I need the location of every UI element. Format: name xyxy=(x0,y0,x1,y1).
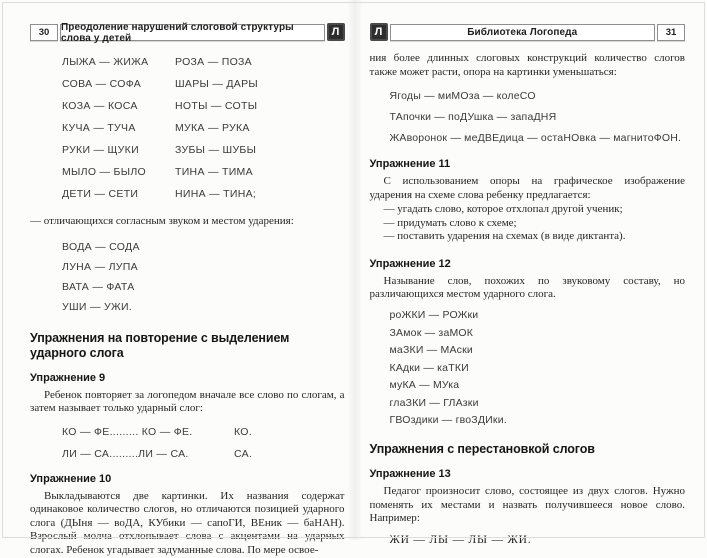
exercise-11-task-list xyxy=(384,203,686,244)
stress-pair: УШИ — УЖИ. xyxy=(62,301,345,313)
intro-continuation: ния более длинных слоговых конструкций количество слогов также может расти, опора на картинки уменьшаться: xyxy=(370,52,686,79)
contrast-pair: роЖКИ — РОЖки xyxy=(390,309,686,321)
exercise-13-body: Педагог произносит слово, состоящее из двух слогов. Нужно поменять их местами и назвать получившееся новое слово. Например: xyxy=(370,485,686,526)
stress-pairs-list xyxy=(62,241,345,313)
word-pair: РУКИ — ЩУКИ xyxy=(62,144,175,156)
stress-contrast-pairs-list xyxy=(390,309,686,426)
contrast-pair: глаЗКИ — ГЛАзки xyxy=(390,397,686,409)
word-pair: ДЕТИ — СЕТИ xyxy=(62,188,175,200)
drill-right: СА. xyxy=(234,448,252,460)
section-heading: Упражнения на повторение с выделением ударного слога xyxy=(30,331,345,361)
section-heading: Упражнения с перестановкой слогов xyxy=(370,442,686,457)
syllable-drill-line xyxy=(62,426,345,438)
exercise-9-title: Упражнение 9 xyxy=(30,372,345,385)
running-header-left xyxy=(30,24,345,41)
publisher-logo-icon: Л xyxy=(327,23,345,41)
syllable-drill-line xyxy=(62,448,345,460)
page-left xyxy=(0,0,354,540)
word-pair: ШАРЫ — ДАРЫ xyxy=(175,78,345,90)
exercise-12-title: Упражнение 12 xyxy=(370,258,686,271)
page-number: 30 xyxy=(30,24,58,41)
syllable-chains-list xyxy=(390,90,686,144)
contrast-pair: маЗКИ — МАски xyxy=(390,344,686,356)
exercise-13-title: Упражнение 13 xyxy=(370,468,686,481)
word-pair: ЛЫЖА — ЖИЖА xyxy=(62,56,175,68)
drill-left: КО — ФЕ......... КО — ФЕ. xyxy=(62,426,234,438)
word-pair: ЗУБЫ — ШУБЫ xyxy=(175,144,345,156)
word-pair: НИНА — ТИНА; xyxy=(175,188,345,200)
exercise-11-title: Упражнение 11 xyxy=(370,158,686,171)
running-header-right xyxy=(370,24,686,41)
contrast-pair: ЗАмок — заМОК xyxy=(390,327,686,339)
word-pair: КОЗА — КОСА xyxy=(62,100,175,112)
word-pair: МЫЛО — БЫЛО xyxy=(62,166,175,178)
page-right xyxy=(354,0,707,540)
stress-pair: ВОДА — СОДА xyxy=(62,241,345,253)
stress-pair: ЛУНА — ЛУПА xyxy=(62,261,345,273)
syllable-chain: ЖАворонок — меДВЕдица — остаНОвка — магнитоФОН. xyxy=(390,132,686,144)
syllable-chain: ТАпочки — поДУшка — запаДНЯ xyxy=(390,111,686,123)
word-pair: СОВА — СОФА xyxy=(62,78,175,90)
word-pair: МУКА — РУКА xyxy=(175,122,345,134)
exercise-12-body: Называние слов, похожих по звуковому составу, но различающихся местом ударного слога. xyxy=(370,275,686,302)
page-number: 31 xyxy=(657,24,685,41)
exercise-10-title: Упражнение 10 xyxy=(30,473,345,486)
word-pair: НОТЫ — СОТЫ xyxy=(175,100,345,112)
task-item: — поставить ударения на схемах (в виде диктанта). xyxy=(384,230,686,244)
exercise-10-body: Выкладываются две картинки. Их названия содержат одинаковое количество слогов, но отличаются позицией ударного слога (ДЫня — воДА, КУбики — сапоГИ, ВЕник — баНАН). Взрослый молча отхлопывает слова с акцентами на ударных слогах. Ребенок угадывает задуманные слова. По мере освое- xyxy=(30,490,345,558)
publisher-logo-icon: Л xyxy=(370,23,388,41)
contrast-pair: КАдки — каТКИ xyxy=(390,362,686,374)
word-pair: КУЧА — ТУЧА xyxy=(62,122,175,134)
exercise-9-body: Ребенок повторяет за логопедом вначале все слово по слогам, а затем называет только ударный слог: xyxy=(30,389,345,416)
contrast-pair: ГВОздики — гвоЗДИки. xyxy=(390,414,686,426)
task-item: — угадать слово, которое отхлопал другой ученик; xyxy=(384,203,686,217)
running-head-title: Библиотека Логопеда xyxy=(390,24,656,41)
stress-note: — отличающихся согласным звуком и местом ударения: xyxy=(30,215,345,229)
swap-example: ЖИ — ЛЫ — ЛЫ — ЖИ. xyxy=(390,534,686,546)
word-pair: ТИНА — ТИМА xyxy=(175,166,345,178)
drill-right: КО. xyxy=(234,426,252,438)
task-item: — придумать слово к схеме; xyxy=(384,217,686,231)
contrast-pair: муКА — МУка xyxy=(390,379,686,391)
drill-left: ЛИ — СА.........ЛИ — СА. xyxy=(62,448,234,460)
syllable-chain: Ягоды — миМОза — колеСО xyxy=(390,90,686,102)
word-pairs-table xyxy=(62,56,345,200)
word-pair: РОЗА — ПОЗА xyxy=(175,56,345,68)
stress-pair: ВАТА — ФАТА xyxy=(62,281,345,293)
running-head-title: Преодоление нарушений слоговой структуры слова у детей xyxy=(60,24,325,41)
exercise-11-body: С использованием опоры на графическое изображение ударения на схеме слова ребенку предлагается: xyxy=(370,175,686,202)
